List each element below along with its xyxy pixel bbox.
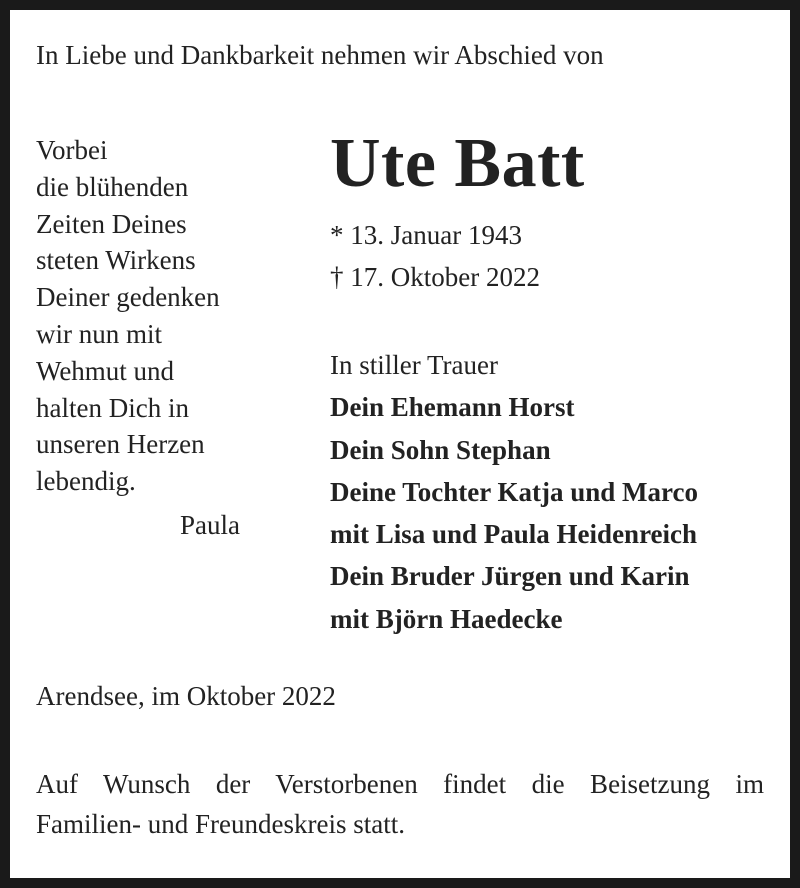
birth-date: * 13. Januar 1943 bbox=[330, 220, 522, 250]
mourning-intro: In stiller Trauer bbox=[330, 350, 498, 380]
death-date: † 17. Oktober 2022 bbox=[330, 262, 540, 292]
mourner-line: Dein Ehemann Horst bbox=[330, 392, 575, 423]
poem-line: die blühenden bbox=[36, 171, 189, 202]
notice-line: Auf Wunsch der Verstorbenen findet die Beisetzung im bbox=[36, 769, 764, 799]
poem-line: Deiner gedenken bbox=[36, 282, 220, 313]
poem-line: lebendig. bbox=[36, 466, 136, 497]
poem-line: Vorbei bbox=[36, 135, 108, 165]
poem-line: Wehmut und bbox=[36, 355, 175, 386]
poem-line: halten Dich in bbox=[36, 392, 189, 423]
deceased-name: Ute Batt bbox=[330, 125, 585, 202]
burial-notice bbox=[36, 764, 764, 844]
mourners-list bbox=[330, 344, 698, 640]
poem-line: Zeiten Deines bbox=[36, 208, 187, 239]
intro-text: In Liebe und Dankbarkeit nehmen wir Abschied von bbox=[36, 40, 604, 70]
poem-line: wir nun mit bbox=[36, 318, 162, 349]
memorial-poem bbox=[36, 132, 220, 500]
notice-line: Familien- und Freundeskreis statt. bbox=[36, 809, 405, 839]
mourner-line: mit Lisa und Paula Heidenreich bbox=[330, 519, 698, 550]
place-and-date: Arendsee, im Oktober 2022 bbox=[36, 681, 336, 711]
mourner-line: Dein Sohn Stephan bbox=[330, 434, 551, 465]
poem-line: steten Wirkens bbox=[36, 245, 196, 276]
mourner-line: Deine Tochter Katja und Marco bbox=[330, 476, 698, 507]
mourner-line: Dein Bruder Jürgen und Karin bbox=[330, 561, 690, 592]
obituary-notice bbox=[10, 10, 790, 878]
poem-signature: Paula bbox=[180, 510, 240, 540]
poem-line: unseren Herzen bbox=[36, 429, 205, 460]
mourner-line: mit Björn Haedecke bbox=[330, 603, 563, 634]
